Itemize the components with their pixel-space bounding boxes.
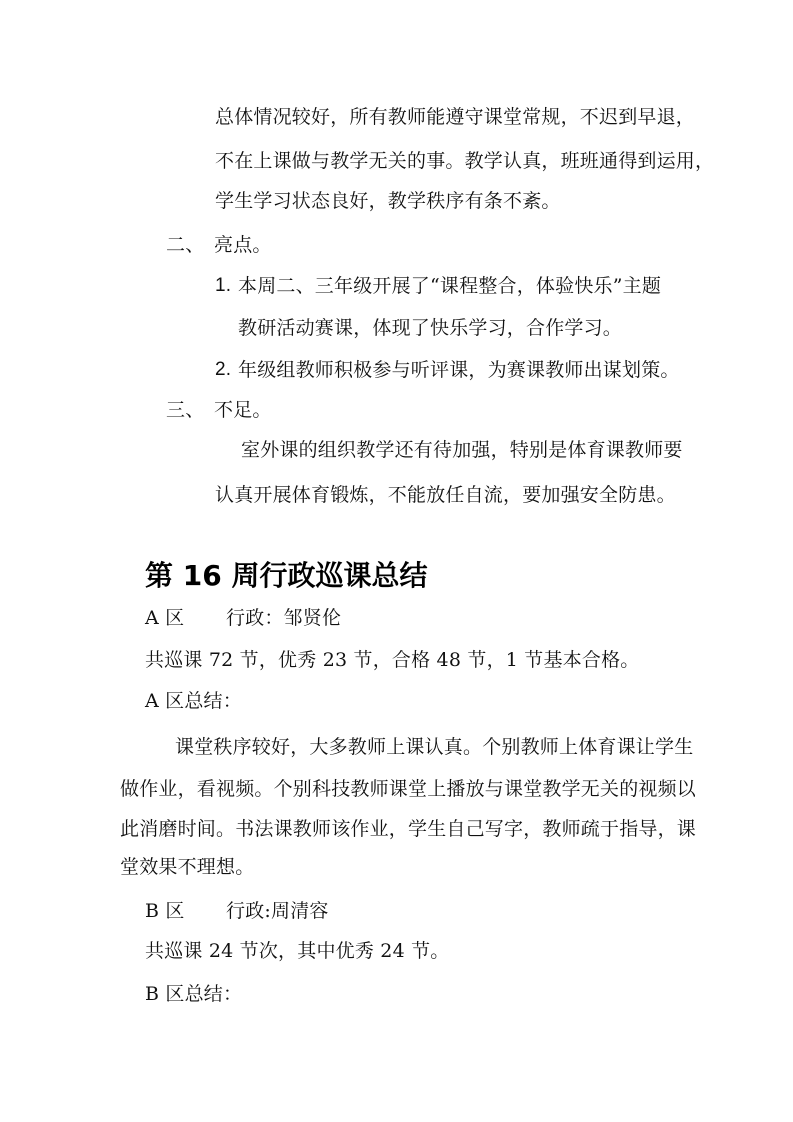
zone-a-summary-line-2: 做作业，看视频。个别科技教师课堂上播放与课堂教学无关的视频以 xyxy=(120,778,697,800)
section-three-line-1: 室外课的组织教学还有待加强，特别是体育课教师要 xyxy=(241,439,683,461)
zone-a-label: A 区 xyxy=(145,607,185,629)
week16-title: 第 16 周行政巡课总结 xyxy=(145,559,428,592)
zone-a-summary-line-1: 课堂秩序较好，大多教师上课认真。个别教师上体育课让学生 xyxy=(175,736,694,758)
zone-b-label: B 区 xyxy=(145,900,185,922)
highlight-item-2-line-1: 年级组教师积极参与听评课，为赛课教师出谋划策。 xyxy=(238,359,680,381)
zone-a-summary-label: A 区总结： xyxy=(145,690,242,712)
highlight-item-1-line-1: 本周二、三年级开展了“课程整合，体验快乐”主题 xyxy=(238,275,662,297)
section-one-line-2: 不在上课做与教学无关的事。教学认真，班班通得到运用， xyxy=(215,150,715,172)
zone-a-admin: 行政：邹贤伦 xyxy=(226,607,342,629)
section-one-line-1: 总体情况较好，所有教师能遵守课堂常规，不迟到早退， xyxy=(215,106,696,128)
section-two-heading: 亮点。 xyxy=(214,234,272,256)
section-three-marker: 三、 xyxy=(166,399,205,421)
highlight-item-1-line-2: 教研活动赛课，体现了快乐学习，合作学习。 xyxy=(238,317,623,339)
section-three-heading: 不足。 xyxy=(214,399,272,421)
highlight-item-2-number: 2. xyxy=(215,359,232,380)
section-two-marker: 二、 xyxy=(166,234,205,256)
zone-a-summary-line-4: 堂效果不理想。 xyxy=(120,856,255,878)
zone-a-summary-line-3: 此消磨时间。书法课教师该作业，学生自己写字，教师疏于指导，课 xyxy=(120,818,697,840)
zone-b-stats: 共巡课 24 节次，其中优秀 24 节。 xyxy=(145,940,450,962)
zone-b-admin: 行政:周清容 xyxy=(226,900,329,922)
section-one-line-3: 学生学习状态良好，教学秩序有条不紊。 xyxy=(215,190,561,212)
zone-a-stats: 共巡课 72 节，优秀 23 节，合格 48 节，1 节基本合格。 xyxy=(145,649,640,671)
highlight-item-1-number: 1. xyxy=(215,275,232,296)
zone-b-summary-label: B 区总结： xyxy=(145,983,243,1005)
section-three-line-2: 认真开展体育锻炼，不能放任自流，要加强安全防患。 xyxy=(215,484,676,506)
